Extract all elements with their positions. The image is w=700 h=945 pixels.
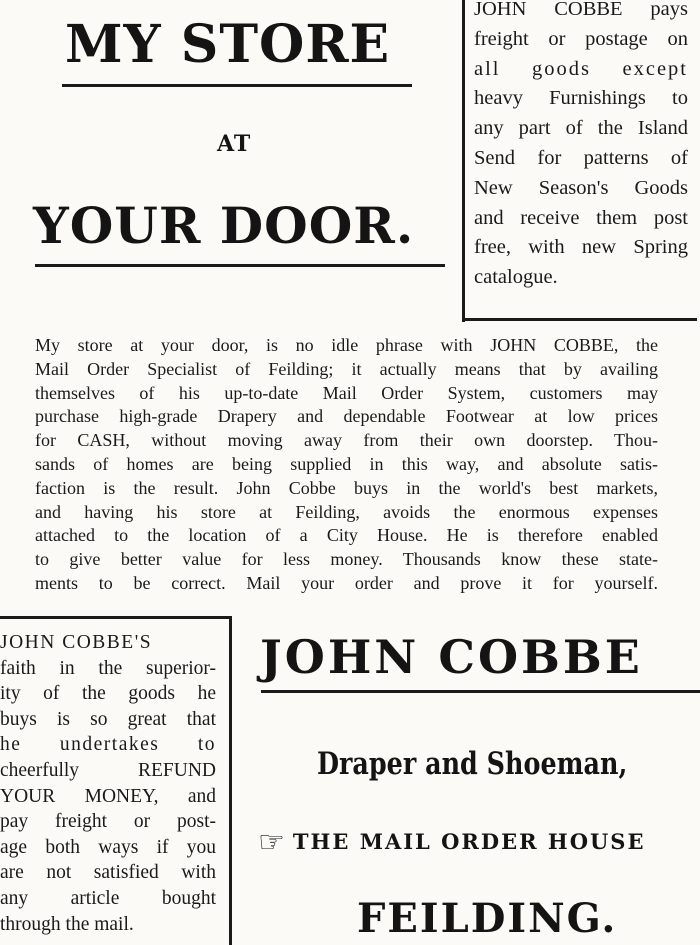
paragraph-line: purchase high-grade Drapery and dependable Footwear at low prices — [35, 406, 658, 427]
notice-line: New Season's Goods — [474, 176, 688, 199]
paragraph-line: ments to be correct. Mail your order and prove it for yourself. — [35, 572, 658, 593]
mail-order-line — [258, 825, 645, 860]
refund-line: buys is so great that — [0, 708, 216, 730]
bottom-box-right-border — [229, 616, 232, 945]
notice-line: free, with new Spring — [474, 236, 688, 259]
paragraph-line: to give better value for less money. Thousands know these state- — [35, 549, 658, 570]
bottom-box-top-border — [0, 616, 232, 619]
notice-line: and receive them post — [474, 206, 688, 229]
refund-line: cheerfully REFUND — [0, 759, 216, 781]
refund-line: any article bought — [0, 887, 216, 909]
notice-line: catalogue. — [474, 266, 558, 289]
trade-description: Draper and Shoeman, — [317, 746, 628, 782]
refund-line: through the mail. — [0, 913, 134, 935]
refund-line: ity of the goods he — [0, 683, 216, 705]
paragraph-line: and having his store at Feilding, avoids the enormous expenses — [35, 501, 658, 522]
top-box-bottom-border — [465, 318, 697, 321]
notice-line: heavy Furnishings to — [474, 87, 688, 110]
refund-notice — [0, 630, 216, 937]
refund-line: age both ways if you — [0, 836, 216, 858]
notice-line: any part of the Island — [474, 117, 688, 140]
refund-line: faith in the superior- — [0, 657, 216, 679]
paragraph-line: My store at your door, is no idle phrase with JOHN COBBE, the — [35, 335, 658, 355]
pointing-hand-icon: ☞ — [258, 825, 285, 860]
town-name: FEILDING. — [357, 895, 618, 942]
refund-line: YOUR MONEY, and — [0, 785, 216, 807]
headline-rule-1 — [62, 84, 412, 87]
notice-line: freight or postage on — [474, 27, 688, 50]
refund-line: are not satisfied with — [0, 862, 216, 884]
paragraph-line: for CASH, without moving away from their own doorstep. Thou- — [35, 430, 658, 451]
notice-line: JOHN COBBE pays — [474, 0, 688, 20]
paragraph-line: faction is the result. John Cobbe buys in the world's best markets, — [35, 477, 658, 498]
advertiser-name: JOHN COBBE — [260, 630, 643, 684]
headline-block — [0, 0, 460, 275]
paragraph-line: Mail Order Specialist of Feilding; it actually means that by availing — [35, 358, 658, 379]
refund-line: he undertakes to — [0, 734, 216, 756]
body-paragraph — [35, 334, 658, 596]
refund-line: JOHN COBBE'S — [0, 632, 153, 653]
top-box-left-border — [462, 0, 465, 322]
top-right-notice — [474, 0, 688, 293]
notice-line: Send for patterns of — [474, 146, 688, 169]
headline-at: AT — [217, 131, 252, 157]
headline-rule-2 — [35, 264, 445, 267]
advertiser-name-rule — [261, 690, 700, 693]
refund-line: pay freight or post- — [0, 811, 216, 833]
headline-your-door: YOUR DOOR. — [33, 196, 415, 255]
mail-order-house-label: THE MAIL ORDER HOUSE — [292, 829, 646, 854]
advertiser-block — [245, 620, 700, 945]
headline-my-store: MY STORE — [65, 14, 391, 75]
paragraph-line: sands of homes are being supplied in this way, and absolute satis- — [35, 453, 658, 474]
paragraph-line: attached to the location of a City House. He is therefore enabled — [35, 525, 658, 546]
paragraph-line: themselves of his up-to-date Mail Order System, customers may — [35, 382, 658, 403]
notice-line: all goods except — [474, 57, 688, 80]
